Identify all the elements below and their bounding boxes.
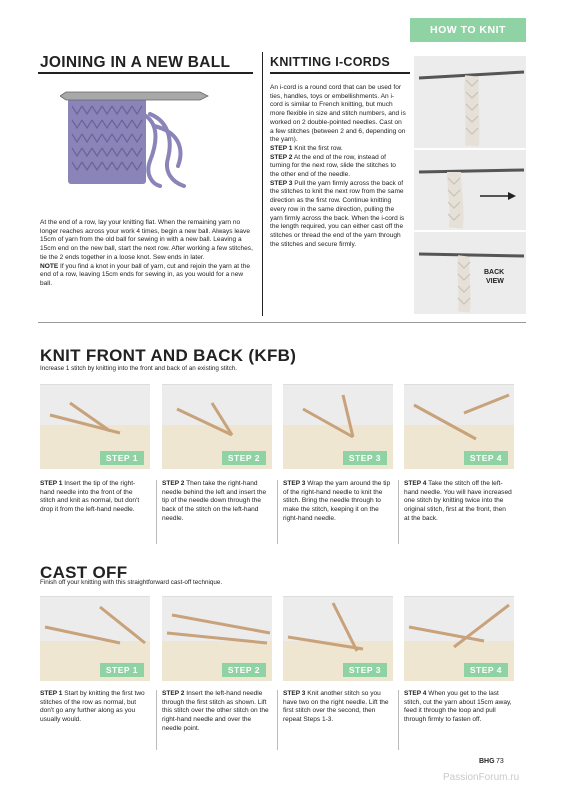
section-divider bbox=[38, 322, 526, 323]
kfb-step-2-photo bbox=[162, 384, 272, 469]
note-label: NOTE bbox=[40, 262, 59, 270]
castoff-divider-1 bbox=[156, 690, 157, 750]
icord-text bbox=[270, 84, 406, 249]
kfb-step-4-label: STEP 4 bbox=[404, 480, 427, 487]
kfb-step-1-label: STEP 1 bbox=[40, 480, 63, 487]
icord-step-3-text: Pull the yarn firmly across the back of the stitches to knit the next row from the same direction as the first row. Continue knitting every row in the same direction, pulling the yarn firmly across the back. When the i-cord is the length required, you can either cast off the stitches or thread the end of the yarn through the stitches and secure firmly. bbox=[270, 179, 405, 248]
castoff-step-1-badge: STEP 1 bbox=[100, 663, 144, 677]
castoff-step-4-badge: STEP 4 bbox=[464, 663, 508, 677]
joining-paragraph: At the end of a row, lay your knitting flat. When the remaining yarn no longer reaches across your work 4 times, begin a new ball. Always leave 15cm of yarn from the old ball for sewing in with a new ball. Leaving a 15cm end on the new ball, start the next row. After working a few stitches, tie the 2 ends together in a loose knot. Sew ends in later. bbox=[40, 219, 253, 261]
kfb-step-2-badge: STEP 2 bbox=[222, 451, 266, 465]
icord-intro: An i-cord is a round cord that can be used for ties, handles, toys or embellishments. An i-cord is similar to French knitting, but much more flexible in size and stitch numbers, and is worked on 2 double-pointed needles. Cast on a few stitches (between 2 and 6, depending on the yarn). bbox=[270, 84, 406, 144]
kfb-step-1-text bbox=[40, 480, 148, 515]
page-number: 73 bbox=[496, 758, 504, 765]
kfb-step-3-photo bbox=[283, 384, 393, 469]
icord-title: KNITTING I-CORDS bbox=[270, 55, 391, 69]
icord-photo-1 bbox=[414, 56, 526, 148]
kfb-divider-3 bbox=[398, 480, 399, 544]
castoff-step-1-body: Start by knitting the first two stitches of the row as normal, but don't go any further along as you usually would. bbox=[40, 690, 145, 724]
note-text: If you find a knot in your ball of yarn, cut and rejoin the yarn at the end of a row, leaving 15cm ends for sewing in, as you would for a new ball. bbox=[40, 262, 250, 287]
castoff-subtitle: Finish off your knitting with this straightforward cast-off technique. bbox=[40, 579, 223, 586]
section-tag: HOW TO KNIT bbox=[410, 18, 526, 42]
kfb-step-4-body: Take the stitch off the left-hand needle. You will have increased one stitch by knitting twice into the original stitch, first at the front, then at the back. bbox=[404, 480, 512, 522]
icord-photo-back-view bbox=[414, 232, 526, 314]
back-view-label-1: BACK bbox=[484, 269, 505, 276]
icord-step-1-label: STEP 1 bbox=[270, 144, 293, 152]
kfb-step-1-body: Insert the tip of the right-hand needle into the front of the stitch and knit as normal, but don't drop it from the left-hand needle. bbox=[40, 480, 140, 514]
kfb-step-3-text bbox=[283, 480, 391, 524]
icord-photo-2 bbox=[414, 150, 526, 230]
castoff-step-1-photo bbox=[40, 596, 150, 681]
kfb-step-2-label: STEP 2 bbox=[162, 480, 185, 487]
needle-icon bbox=[60, 92, 208, 100]
kfb-step-1-photo bbox=[40, 384, 150, 469]
castoff-step-3-label: STEP 3 bbox=[283, 690, 306, 697]
castoff-title: CAST OFF bbox=[40, 563, 128, 582]
icord-step-2-label: STEP 2 bbox=[270, 153, 293, 161]
joining-title: JOINING IN A NEW BALL bbox=[40, 54, 231, 71]
castoff-step-2-body: Insert the left-hand needle through the first stitch as shown. Lift this stitch over the other stitch on the right-hand needle and over the needle point. bbox=[162, 690, 269, 732]
arrow-right-icon bbox=[480, 192, 516, 200]
joining-text bbox=[40, 219, 255, 289]
castoff-step-4-text bbox=[404, 690, 512, 725]
kfb-step-4-text bbox=[404, 480, 512, 524]
castoff-step-4-body: When you get to the last stitch, cut the yarn about 15cm away, feed it through the loop and pull through firmly to fasten off. bbox=[404, 690, 512, 724]
castoff-step-3-badge: STEP 3 bbox=[343, 663, 387, 677]
castoff-step-2-photo bbox=[162, 596, 272, 681]
icord-step-3-label: STEP 3 bbox=[270, 179, 293, 187]
castoff-divider-3 bbox=[398, 690, 399, 750]
kfb-step-4-badge: STEP 4 bbox=[464, 451, 508, 465]
knit-swatch bbox=[68, 98, 146, 184]
icord-title-rule bbox=[270, 72, 410, 74]
castoff-step-4-photo bbox=[404, 596, 514, 681]
yarn-ends bbox=[146, 114, 184, 186]
kfb-title: KNIT FRONT AND BACK (KFB) bbox=[40, 346, 297, 365]
castoff-step-3-photo bbox=[283, 596, 393, 681]
kfb-step-2-body: Then take the right-hand needle behind the left and insert the tip of the needle down through the back of the stitch on the left-hand needle. bbox=[162, 480, 267, 522]
kfb-subtitle: Increase 1 stitch by knitting into the front and back of an existing stitch. bbox=[40, 365, 238, 372]
joining-illustration bbox=[60, 86, 210, 191]
castoff-step-4-label: STEP 4 bbox=[404, 690, 427, 697]
footer-magazine: BHG bbox=[479, 758, 495, 765]
icord-step-2-text: At the end of the row, instead of turning for the next row, slide the stitches to the other end of the needle. bbox=[270, 153, 396, 179]
kfb-step-2-text bbox=[162, 480, 270, 524]
watermark: PassionForum.ru bbox=[443, 772, 520, 783]
column-divider bbox=[262, 52, 263, 316]
castoff-step-2-label: STEP 2 bbox=[162, 690, 185, 697]
kfb-step-3-badge: STEP 3 bbox=[343, 451, 387, 465]
kfb-step-3-body: Wrap the yarn around the tip of the right-hand needle to knit the stitch. Bring the needle through to make the stitch, keeping it on the right-hand needle. bbox=[283, 480, 391, 522]
kfb-divider-1 bbox=[156, 480, 157, 544]
icord-step-1-text: Knit the first row. bbox=[292, 144, 343, 152]
joining-title-rule bbox=[38, 72, 253, 74]
castoff-step-1-text bbox=[40, 690, 148, 725]
castoff-step-2-badge: STEP 2 bbox=[222, 663, 266, 677]
castoff-divider-2 bbox=[277, 690, 278, 750]
castoff-step-2-text bbox=[162, 690, 270, 734]
castoff-step-3-text bbox=[283, 690, 391, 725]
back-view-label-2: VIEW bbox=[486, 278, 504, 285]
kfb-step-1-badge: STEP 1 bbox=[100, 451, 144, 465]
castoff-step-3-body: Knit another stitch so you have two on the right needle. Lift the first stitch over the second, then repeat Steps 1-3. bbox=[283, 690, 389, 724]
kfb-step-3-label: STEP 3 bbox=[283, 480, 306, 487]
castoff-step-1-label: STEP 1 bbox=[40, 690, 63, 697]
kfb-step-4-photo bbox=[404, 384, 514, 469]
kfb-divider-2 bbox=[277, 480, 278, 544]
